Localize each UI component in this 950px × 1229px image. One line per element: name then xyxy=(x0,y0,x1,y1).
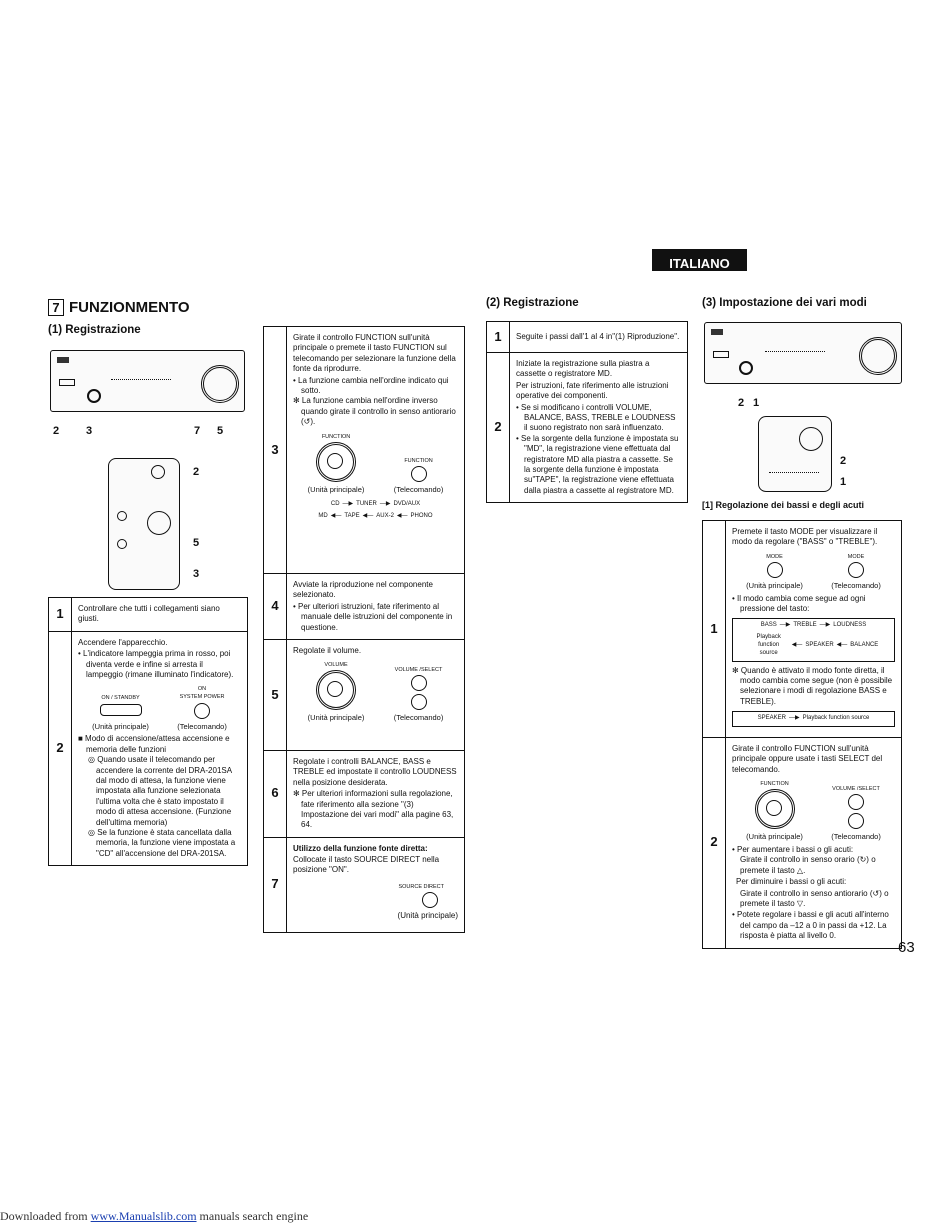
remote-illustration xyxy=(108,458,180,590)
language-badge: ITALIANO xyxy=(652,249,747,271)
callout-2: 2 xyxy=(840,455,847,467)
fig-label: FUNCTION xyxy=(404,457,433,464)
callout-1: 1 xyxy=(840,476,847,488)
mode-button-icon xyxy=(848,562,864,578)
function-flow xyxy=(293,498,458,524)
step-row xyxy=(487,353,688,503)
flow-item: TAPE xyxy=(344,513,360,520)
power-switch xyxy=(59,379,75,386)
fig-label: VOLUME xyxy=(324,662,348,669)
step-text: Regolate i controlli BALANCE, BASS e TREBLE ed impostate il controllo LOUDNESS nella posizione desiderata. xyxy=(293,756,457,787)
step-text: Avviate la riproduzione nel componente selezionato. xyxy=(293,580,433,600)
col3-steps-table xyxy=(486,321,688,503)
fig-label: FUNCTION xyxy=(321,433,351,440)
callout-5: 5 xyxy=(193,537,200,549)
step-row xyxy=(264,574,465,640)
figure xyxy=(78,686,241,731)
col4-steps-table xyxy=(702,520,902,949)
col1-steps-table xyxy=(48,597,248,866)
callout-2: 2 xyxy=(193,466,200,478)
remote-button-row xyxy=(769,472,819,481)
step-number: 1 xyxy=(49,598,72,632)
section-title xyxy=(48,298,190,318)
flow-item: SPEAKER xyxy=(805,642,834,649)
step-text: Per istruzioni, fate riferimento alle istruzioni operative dei componenti. xyxy=(516,380,669,401)
step-bullet: ✻ Quando è attivato il modo fonte diretta, il modo cambia come segue (non è possibile selezionare i modi di regolazione BASS e TREBLE). xyxy=(732,665,893,706)
figure xyxy=(293,434,458,495)
step-bullet: ✻ Per ulteriori informazioni sulla regolazione, fate riferimento alla sezione "(3) Impostazione dei vari modi" alla pagine 63, 64. xyxy=(293,789,454,830)
step-row xyxy=(703,521,902,738)
note-heading: ■ Modo di accensione/attesa accensione e memoria delle funzioni xyxy=(78,734,230,754)
step-row xyxy=(264,327,465,574)
fig-label: VOLUME /SELECT xyxy=(394,667,443,674)
step-content xyxy=(287,639,465,750)
fig-caption: (Unità principale) xyxy=(307,713,365,723)
step-row xyxy=(49,598,248,632)
step-number: 1 xyxy=(487,322,510,353)
col4-heading: (3) Impostazione dei vari modi xyxy=(702,297,867,309)
fig-label: ON xyxy=(197,686,207,693)
col4-subheading: [1] Regolazione dei bassi e degli acuti xyxy=(702,500,865,510)
fig-caption: (Telecomando) xyxy=(831,580,881,590)
volume-knob-icon xyxy=(316,670,356,710)
step-text: Regolate il volume. xyxy=(293,645,362,655)
function-knob-illustration xyxy=(739,361,753,375)
function-button-icon xyxy=(411,466,427,482)
flow-item: CD xyxy=(330,501,340,508)
step-row xyxy=(264,750,465,837)
source-direct-icon xyxy=(422,892,438,908)
col3-heading: (2) Registrazione xyxy=(486,297,579,309)
select-down-icon xyxy=(848,813,864,829)
footer-prefix: Downloaded from xyxy=(0,1209,91,1223)
remote-volume-buttons xyxy=(799,427,823,451)
main-unit-illustration xyxy=(704,322,902,384)
col1-heading: (1) Registrazione xyxy=(48,324,141,336)
step-bullet: ✻ La funzione cambia nell'ordine inverso quando girate il controllo in senso antiorario (↺). xyxy=(293,396,456,427)
step-indent: Girate il controllo in senso antiorario (↺) o premete il tasto ▽. xyxy=(740,888,889,909)
step-row xyxy=(703,738,902,949)
fig-caption: (Telecomando) xyxy=(831,832,881,842)
remote-power-button xyxy=(151,465,165,479)
fig-label: FUNCTION xyxy=(760,781,789,788)
volume-knob-illustration xyxy=(201,365,239,403)
note: ◎ Quando usate il telecomando per accendere la corrente del DRA-201SA dal modo di attesa, la funzione viene impostata alla funzione selezionata l'ultima volta che è stato impostato il modo di attesa accensione. (Funzione dell'ultima memoria) xyxy=(88,755,232,827)
flow-item: SPEAKER xyxy=(757,715,787,722)
step-bullet: • Per aumentare i bassi o gli acuti: xyxy=(732,845,854,855)
fig-caption: (Telecomando) xyxy=(393,713,444,723)
remote-volume-buttons xyxy=(147,511,171,535)
mode-button-icon xyxy=(767,562,783,578)
flow-item: BALANCE xyxy=(850,642,879,649)
step-text: Iniziate la registrazione sulla piastra a cassette o registratore MD. xyxy=(516,359,650,379)
step-content xyxy=(726,738,902,949)
volume-up-icon xyxy=(411,675,427,691)
section-number: 7 xyxy=(48,299,64,316)
step-content xyxy=(726,521,902,738)
figure xyxy=(732,554,895,591)
step-content xyxy=(287,574,465,640)
step-indent: Girate il controllo in senso orario (↻) o premete il tasto △. xyxy=(740,855,876,875)
step-bullet: • Se si modificano i controlli VOLUME, BALANCE, BASS, TREBLE e LOUDNESS il suono registrato non sarà influenzato. xyxy=(516,402,676,433)
indicator-row xyxy=(111,379,171,383)
step-text: Girate il controllo FUNCTION sull'unità principale o premete il tasto FUNCTION sul telecomando per selezionare la funzione della fonte da riprodurre. xyxy=(293,333,456,374)
step-bullet: • La funzione cambia nell'ordine indicato qui sotto. xyxy=(293,375,449,395)
callout-3: 3 xyxy=(86,425,93,437)
fig-label: VOLUME /SELECT xyxy=(832,786,880,793)
callout-1: 1 xyxy=(753,397,760,409)
page-number: 63 xyxy=(898,939,915,956)
remote-button xyxy=(117,511,127,521)
figure xyxy=(293,884,458,922)
headphone-jack xyxy=(87,389,101,403)
step-bullet: • Se la sorgente della funzione è impostata su "MD", la registrazione viene effettuata dal registratore MD alla piastra a cassette. Se la sorgente della funzione è impostata su"TAPE", la registrazione viene effettuata dalla piastra a cassette al registratore MD. xyxy=(516,433,679,495)
step-row xyxy=(487,322,688,353)
step-row xyxy=(264,837,465,932)
fig-caption: (Telecomando) xyxy=(393,484,444,494)
fig-label: MODE xyxy=(766,553,783,560)
footer-link[interactable]: www.Manualslib.com xyxy=(90,1209,197,1223)
fig-caption: (Telecomando) xyxy=(177,721,227,731)
step-bold: Utilizzo della funzione fonte diretta: xyxy=(293,843,428,853)
flow-item: TREBLE xyxy=(793,622,817,629)
flow-item: PHONO xyxy=(410,513,433,520)
flow-item: TUNER xyxy=(356,501,377,508)
main-unit-illustration xyxy=(50,350,245,412)
step-text: Premete il tasto MODE per visualizzare il modo da regolare ("BASS" o "TREBLE"). xyxy=(732,527,878,547)
volume-knob-illustration xyxy=(859,337,897,375)
remote-illustration xyxy=(758,416,832,492)
flow-item: AUX-2 xyxy=(376,513,394,520)
step-intro: Accendere l'apparecchio. xyxy=(78,637,168,647)
step-number: 7 xyxy=(264,837,287,932)
step-bullet: • Il modo cambia come segue ad ogni pressione del tasto: xyxy=(732,593,866,614)
fig-caption: (Unità principale) xyxy=(746,832,803,842)
step-content xyxy=(510,353,688,503)
flow-item: MD xyxy=(318,513,328,520)
flow-item: DVD/AUX xyxy=(393,501,421,508)
remote-power-icon xyxy=(194,703,210,719)
step-content xyxy=(287,837,465,932)
step-content xyxy=(287,750,465,837)
mode-flow xyxy=(732,618,895,661)
step-text: Girate il controllo FUNCTION sull'unità principale oppure usate i tasti SELECT del telecomando. xyxy=(732,744,883,774)
step-content xyxy=(287,327,465,574)
fig-label: ON / STANDBY xyxy=(101,695,140,702)
step-row xyxy=(264,639,465,750)
function-knob-icon xyxy=(316,442,356,482)
note: ◎ Se la funzione è stata cancellata dalla memoria, la funzione viene impostata a "CD" all'accensione del DRA-201SA. xyxy=(88,827,236,858)
figure xyxy=(293,662,458,723)
step-bullet: • Per ulteriori istruzioni, fate riferimento al manuale delle istruzioni del componente in questione. xyxy=(293,601,453,632)
step-number: 3 xyxy=(264,327,287,574)
callout-2: 2 xyxy=(53,425,60,437)
select-up-icon xyxy=(848,794,864,810)
step-number: 5 xyxy=(264,639,287,750)
callout-3: 3 xyxy=(193,568,200,580)
fig-label: SYSTEM POWER xyxy=(179,694,225,701)
function-knob-icon xyxy=(755,789,795,829)
step-bullet: Per diminuire i bassi o gli acuti: xyxy=(736,877,847,887)
step-number: 2 xyxy=(49,631,72,865)
flow-item: Playback function source xyxy=(756,634,781,656)
step-row xyxy=(49,631,248,865)
step-text: Collocate il tasto SOURCE DIRECT nella posizione "ON". xyxy=(293,855,440,875)
power-switch xyxy=(713,351,729,358)
step-number: 1 xyxy=(703,521,726,738)
flow-item: BASS xyxy=(760,622,777,629)
step-number: 6 xyxy=(264,750,287,837)
step-bullet: • L'indicatore lampeggia prima in rosso, poi diventa verde e infine si arresta il lampeggio (rimane illuminato l'indicatore). xyxy=(78,649,234,679)
col2-steps-table xyxy=(263,326,465,933)
fig-caption: (Unità principale) xyxy=(397,911,458,920)
fig-caption: (Unità principale) xyxy=(746,580,803,590)
callout-2: 2 xyxy=(738,397,745,409)
fig-label: SOURCE DIRECT xyxy=(398,883,444,890)
fig-label: MODE xyxy=(847,553,865,560)
footer-suffix: manuals search engine xyxy=(196,1209,309,1223)
callout-7: 7 xyxy=(194,425,201,437)
remote-button xyxy=(117,539,127,549)
flow-item: Playback function source xyxy=(802,715,870,722)
logo-mark xyxy=(711,329,723,335)
step-number: 2 xyxy=(703,738,726,949)
section-title-text: FUNZIONMENTO xyxy=(69,299,190,316)
volume-down-icon xyxy=(411,694,427,710)
step-number: 4 xyxy=(264,574,287,640)
mode-flow-direct xyxy=(732,711,895,727)
footer xyxy=(0,1209,308,1225)
logo-mark xyxy=(57,357,69,363)
step-number: 2 xyxy=(487,353,510,503)
flow-item: LOUDNESS xyxy=(833,622,867,629)
step-text: Controllare che tutti i collegamenti siano giusti. xyxy=(72,598,248,632)
callout-5: 5 xyxy=(217,425,224,437)
fig-caption: (Unità principale) xyxy=(307,484,365,494)
step-bullet: • Potete regolare i bassi e gli acuti all'interno del campo da –12 a 0 in passi da +12. La risposta è piatta al livello 0. xyxy=(732,910,889,941)
fig-caption: (Unità principale) xyxy=(92,721,149,731)
power-button-icon xyxy=(100,704,142,716)
step-content xyxy=(72,631,248,865)
figure xyxy=(732,781,895,842)
step-text: Seguite i passi dall'1 al 4 in"(1) Riproduzione". xyxy=(510,322,688,353)
indicator-row xyxy=(765,351,825,355)
